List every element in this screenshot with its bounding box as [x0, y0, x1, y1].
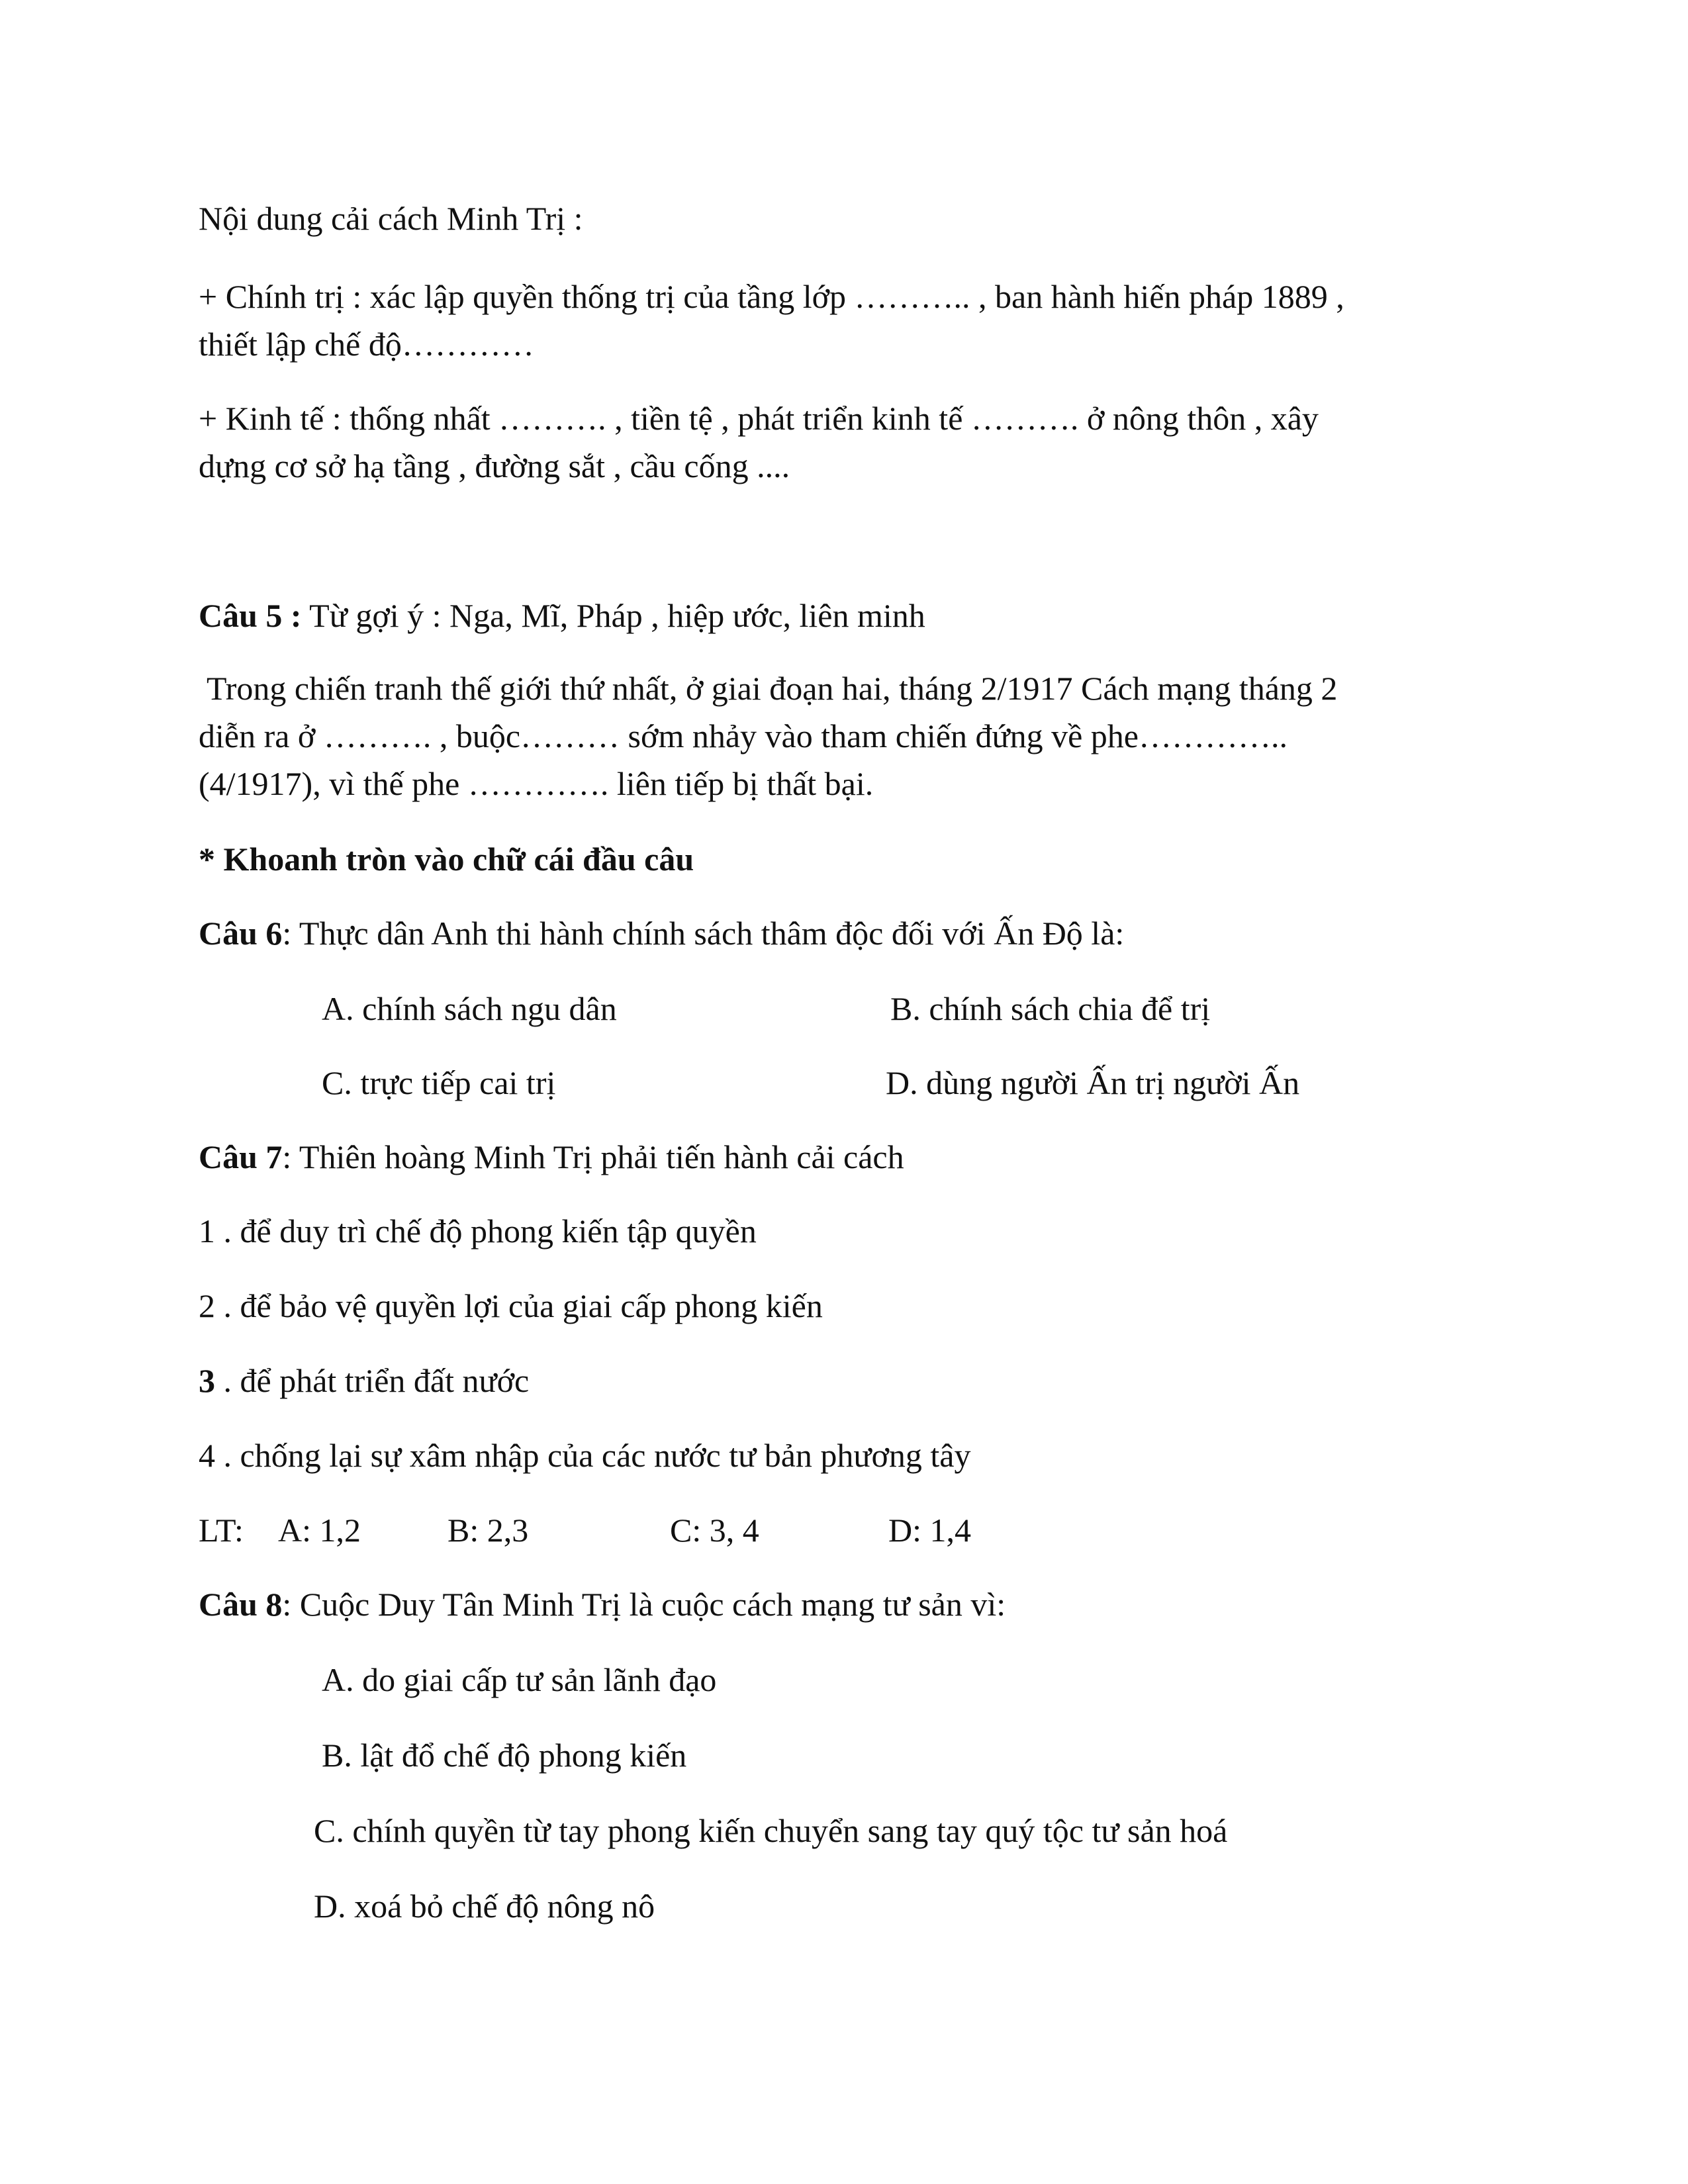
q7-prompt — [199, 1133, 904, 1181]
q7-item-2: 2 . để bảo vệ quyền lợi của giai cấp phong kiến — [199, 1287, 823, 1324]
q7-text: : Thiên hoàng Minh Trị phải tiến hành cải cách — [282, 1138, 904, 1175]
q8-prompt — [199, 1580, 1006, 1628]
politics-line-2: thiết lập chế độ………… — [199, 326, 534, 363]
q5-line-2: diễn ra ở ………. , buộc……… sớm nhảy vào tham chiến đứng về phe………….. — [199, 717, 1288, 754]
q7-label: Câu 7 — [199, 1138, 283, 1175]
q6-text: : Thực dân Anh thi hành chính sách thâm độc đối với Ấn Độ là: — [282, 915, 1125, 952]
q8-option-c[interactable]: C. chính quyền từ tay phong kiến chuyển sang tay quý tộc tư sản hoá — [314, 1812, 1228, 1849]
q5-line-1: Trong chiến tranh thế giới thứ nhất, ở giai đoạn hai, tháng 2/1917 Cách mạng tháng 2 — [207, 670, 1338, 707]
q7-answer-d[interactable]: D: 1,4 — [888, 1512, 971, 1549]
q7-item-3 — [199, 1357, 529, 1404]
intro-heading: Nội dung cải cách Minh Trị : — [199, 200, 583, 237]
q7-answer-c[interactable]: C: 3, 4 — [670, 1512, 759, 1549]
q7-item-4: 4 . chống lại sự xâm nhập của các nước tư bản phương tây — [199, 1437, 971, 1474]
economy-line-2: dựng cơ sở hạ tầng , đường sắt , cầu cống .... — [199, 447, 790, 484]
q6-option-d[interactable]: D. dùng người Ấn trị người Ấn — [886, 1064, 1300, 1101]
q6-prompt — [199, 909, 1124, 957]
instruction: * Khoanh tròn vào chữ cái đầu câu — [199, 841, 694, 878]
q5-prompt — [199, 592, 925, 639]
q6-option-c[interactable]: C. trực tiếp cai trị — [322, 1064, 556, 1101]
q8-label: Câu 8 — [199, 1586, 283, 1623]
q8-option-a[interactable]: A. do giai cấp tư sản lãnh đạo — [322, 1661, 717, 1698]
q6-option-a[interactable]: A. chính sách ngu dân — [322, 990, 617, 1027]
q7-item-3-number: 3 — [199, 1362, 215, 1399]
q5-hint: Từ gợi ý : Nga, Mĩ, Pháp , hiệp ước, liên minh — [301, 597, 925, 634]
economy-line-1: + Kinh tế : thống nhất ………. , tiền tệ , phát triển kinh tế ………. ở nông thôn , xây — [199, 400, 1319, 437]
q8-text: : Cuộc Duy Tân Minh Trị là cuộc cách mạng tư sản vì: — [282, 1586, 1006, 1623]
q6-option-b[interactable]: B. chính sách chia để trị — [890, 990, 1211, 1027]
q6-label: Câu 6 — [199, 915, 283, 952]
q5-line-3: (4/1917), vì thế phe …………. liên tiếp bị thất bại. — [199, 765, 874, 802]
q7-answer-prefix: LT: — [199, 1512, 244, 1549]
q7-item-3-text: . để phát triển đất nước — [215, 1362, 530, 1399]
politics-line-1: + Chính trị : xác lập quyền thống trị của tầng lớp ……….. , ban hành hiến pháp 1889 , — [199, 278, 1344, 315]
q7-answer-a[interactable]: A: 1,2 — [278, 1512, 361, 1549]
q8-option-b[interactable]: B. lật đổ chế độ phong kiến — [322, 1737, 687, 1774]
q8-option-d[interactable]: D. xoá bỏ chế độ nông nô — [314, 1888, 655, 1925]
q7-answer-b[interactable]: B: 2,3 — [447, 1512, 529, 1549]
q7-item-1: 1 . để duy trì chế độ phong kiến tập quyền — [199, 1212, 757, 1250]
q5-label: Câu 5 : — [199, 597, 302, 634]
